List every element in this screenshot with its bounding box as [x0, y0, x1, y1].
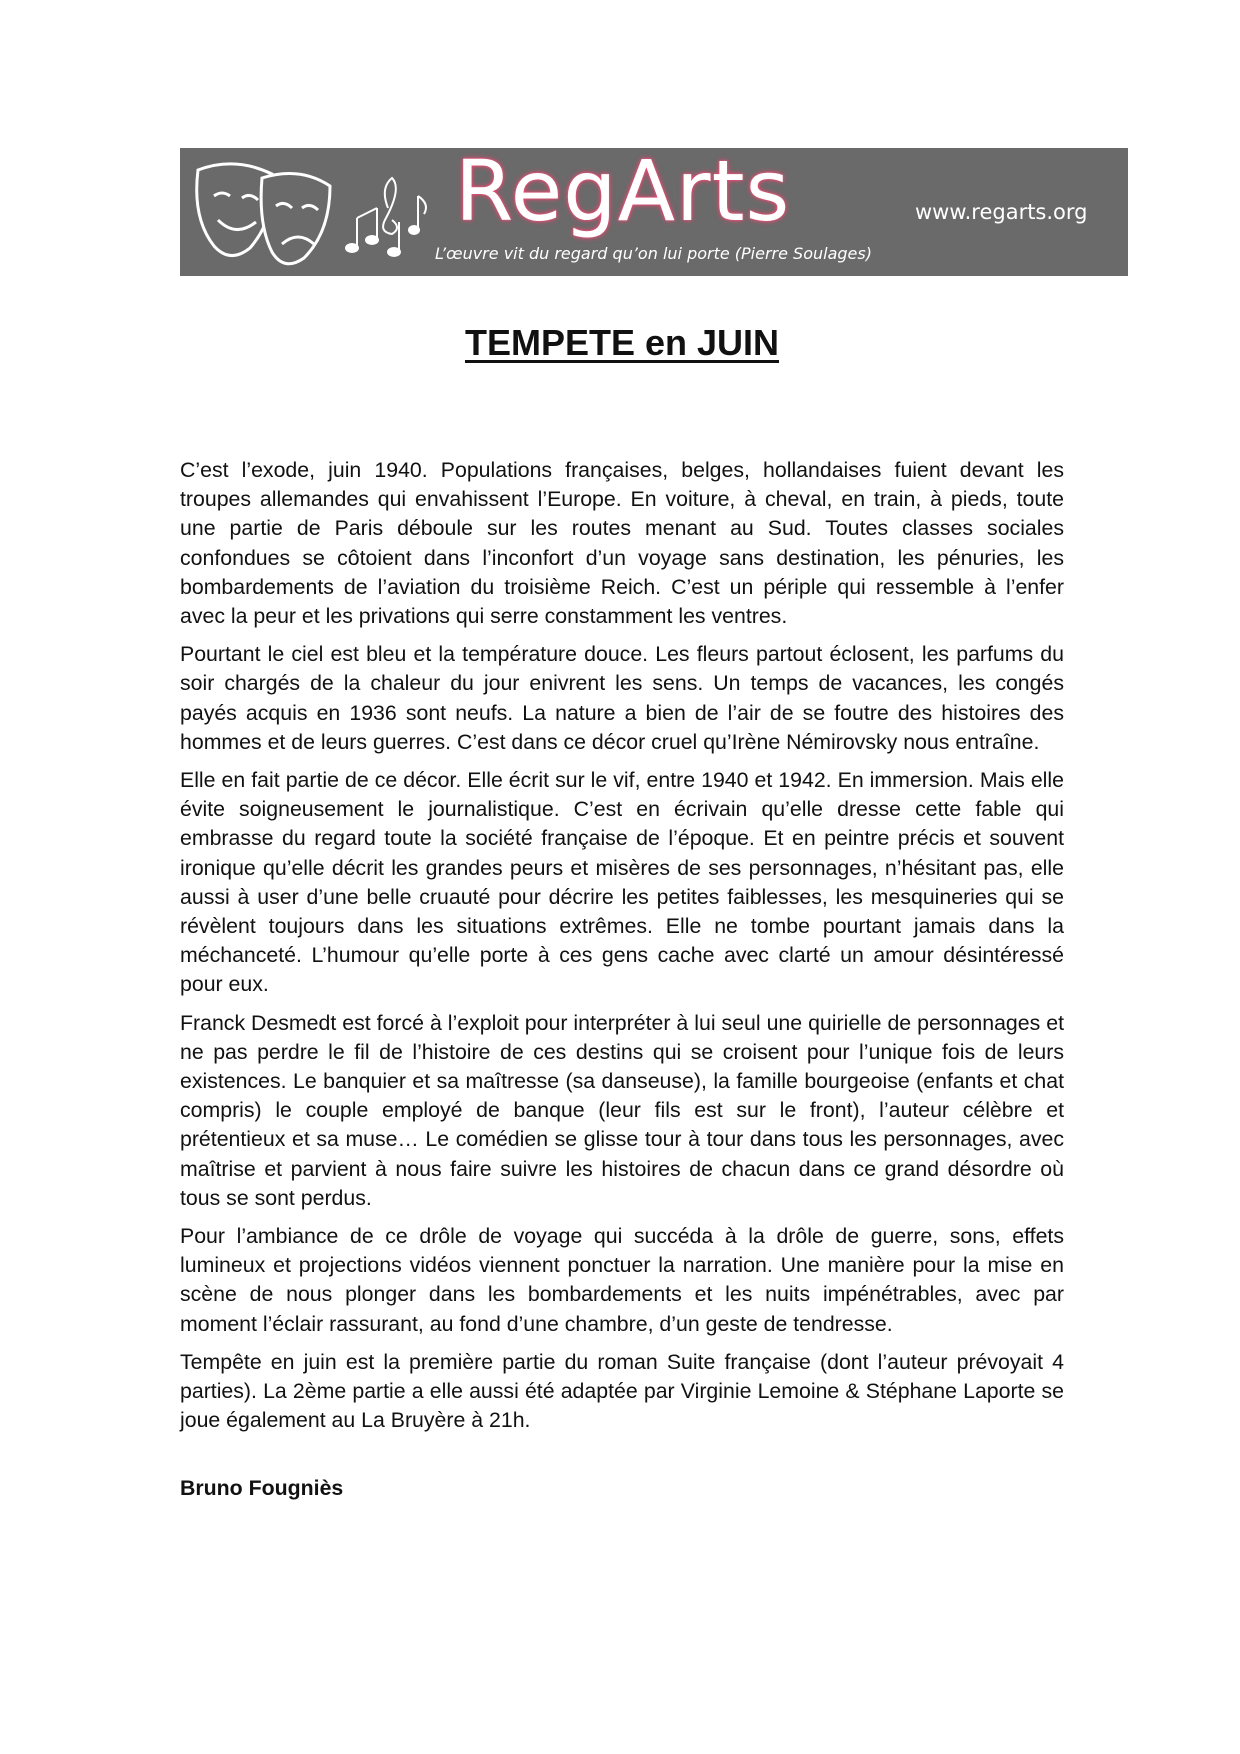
paragraph: Tempête en juin est la première partie du roman Suite française (dont l’auteur prévoyait 4 parties). La 2ème partie a elle aussi été adaptée par Virginie Lemoine & Stéphane Laporte se joue également au La Bruyère à 21h. — [180, 1349, 1064, 1433]
author-signature: Bruno Fougniès — [180, 1476, 344, 1500]
brand-logo-text: RegArts — [455, 148, 791, 240]
paragraph: C’est l’exode, juin 1940. Populations françaises, belges, hollandaises fuient devant les troupes allemandes qui envahissent l’Europe. En voiture, à cheval, en train, à pieds, toute une partie de Paris déboule sur les routes menant au Sud. Toutes classes sociales confondues se côtoient dans l’inconfort d’un voyage sans destination, les pénuries, les bombardements de l’aviation du troisième Reich. C’est un périple qui ressemble à l’enfer avec la peur et les privations qui serre constamment les ventres. — [180, 458, 1064, 629]
tagline: L’œuvre vit du regard qu’on lui porte (Pierre Soulages) — [435, 244, 872, 263]
paragraph: Pour l’ambiance de ce drôle de voyage qui succéda à la drôle de guerre, sons, effets lumineux et projections vidéos viennent ponctuer la narration. Une manière pour la mise en scène de nous plonger dans les bombardements et les nuits impénétrables, avec par moment l’éclair rassurant, au fond d’une chambre, d’un geste de tendresse. — [180, 1224, 1064, 1336]
header-banner — [180, 148, 1128, 276]
paragraph: Franck Desmedt est forcé à l’exploit pour interpréter à lui seul une quirielle de personnages et ne pas perdre le fil de l’histoire de ces destins qui se croisent pour l’unique fois de leurs existences. Le banquier et sa maîtresse (sa danseuse), la famille bourgeoise (enfants et chat compris) le couple employé de banque (leur fils est sur le front), l’auteur célèbre et prétentieux et sa muse… Le comédien se glisse tour à tour dans tous les personnages, avec maîtrise et parvient à nous faire suivre les histoires de chacun dans ce grand désordre où tous se sont perdus. — [180, 1010, 1064, 1210]
paragraph: Elle en fait partie de ce décor. Elle écrit sur le vif, entre 1940 et 1942. En immersion. Mais elle évite soigneusement le journalistique. C’est en écrivain qu’elle dresse cette fable qui embrasse du regard toute la société française de l’époque. Et en peintre précis et souvent ironique qu’elle décrit les grandes peurs et misères de ses personnages, n’hésitant pas, elle aussi à user d’une belle cruauté pour décrire les petites faiblesses, les mesquineries qui se révèlent toujours dans les situations extrêmes. Elle ne tombe pourtant jamais dans la méchanceté. L’humour qu’elle porte à ces gens cache avec clarté un amour désintéressé pour eux. — [180, 768, 1064, 997]
article-title: TEMPETE en JUIN — [464, 322, 780, 363]
theatre-masks-logo-icon — [180, 148, 440, 276]
site-url[interactable]: www.regarts.org — [915, 200, 1088, 224]
article-body — [180, 456, 1064, 1445]
paragraph: Pourtant le ciel est bleu et la température douce. Les fleurs partout éclosent, les parfums du soir chargés de la chaleur du jour enivrent les sens. Un temps de vacances, les congés payés acquis en 1936 sont neufs. La nature a bien de l’air de se foutre des histoires des hommes et de leurs guerres. C’est dans ce décor cruel qu’Irène Némirovsky nous entraîne. — [180, 642, 1064, 754]
